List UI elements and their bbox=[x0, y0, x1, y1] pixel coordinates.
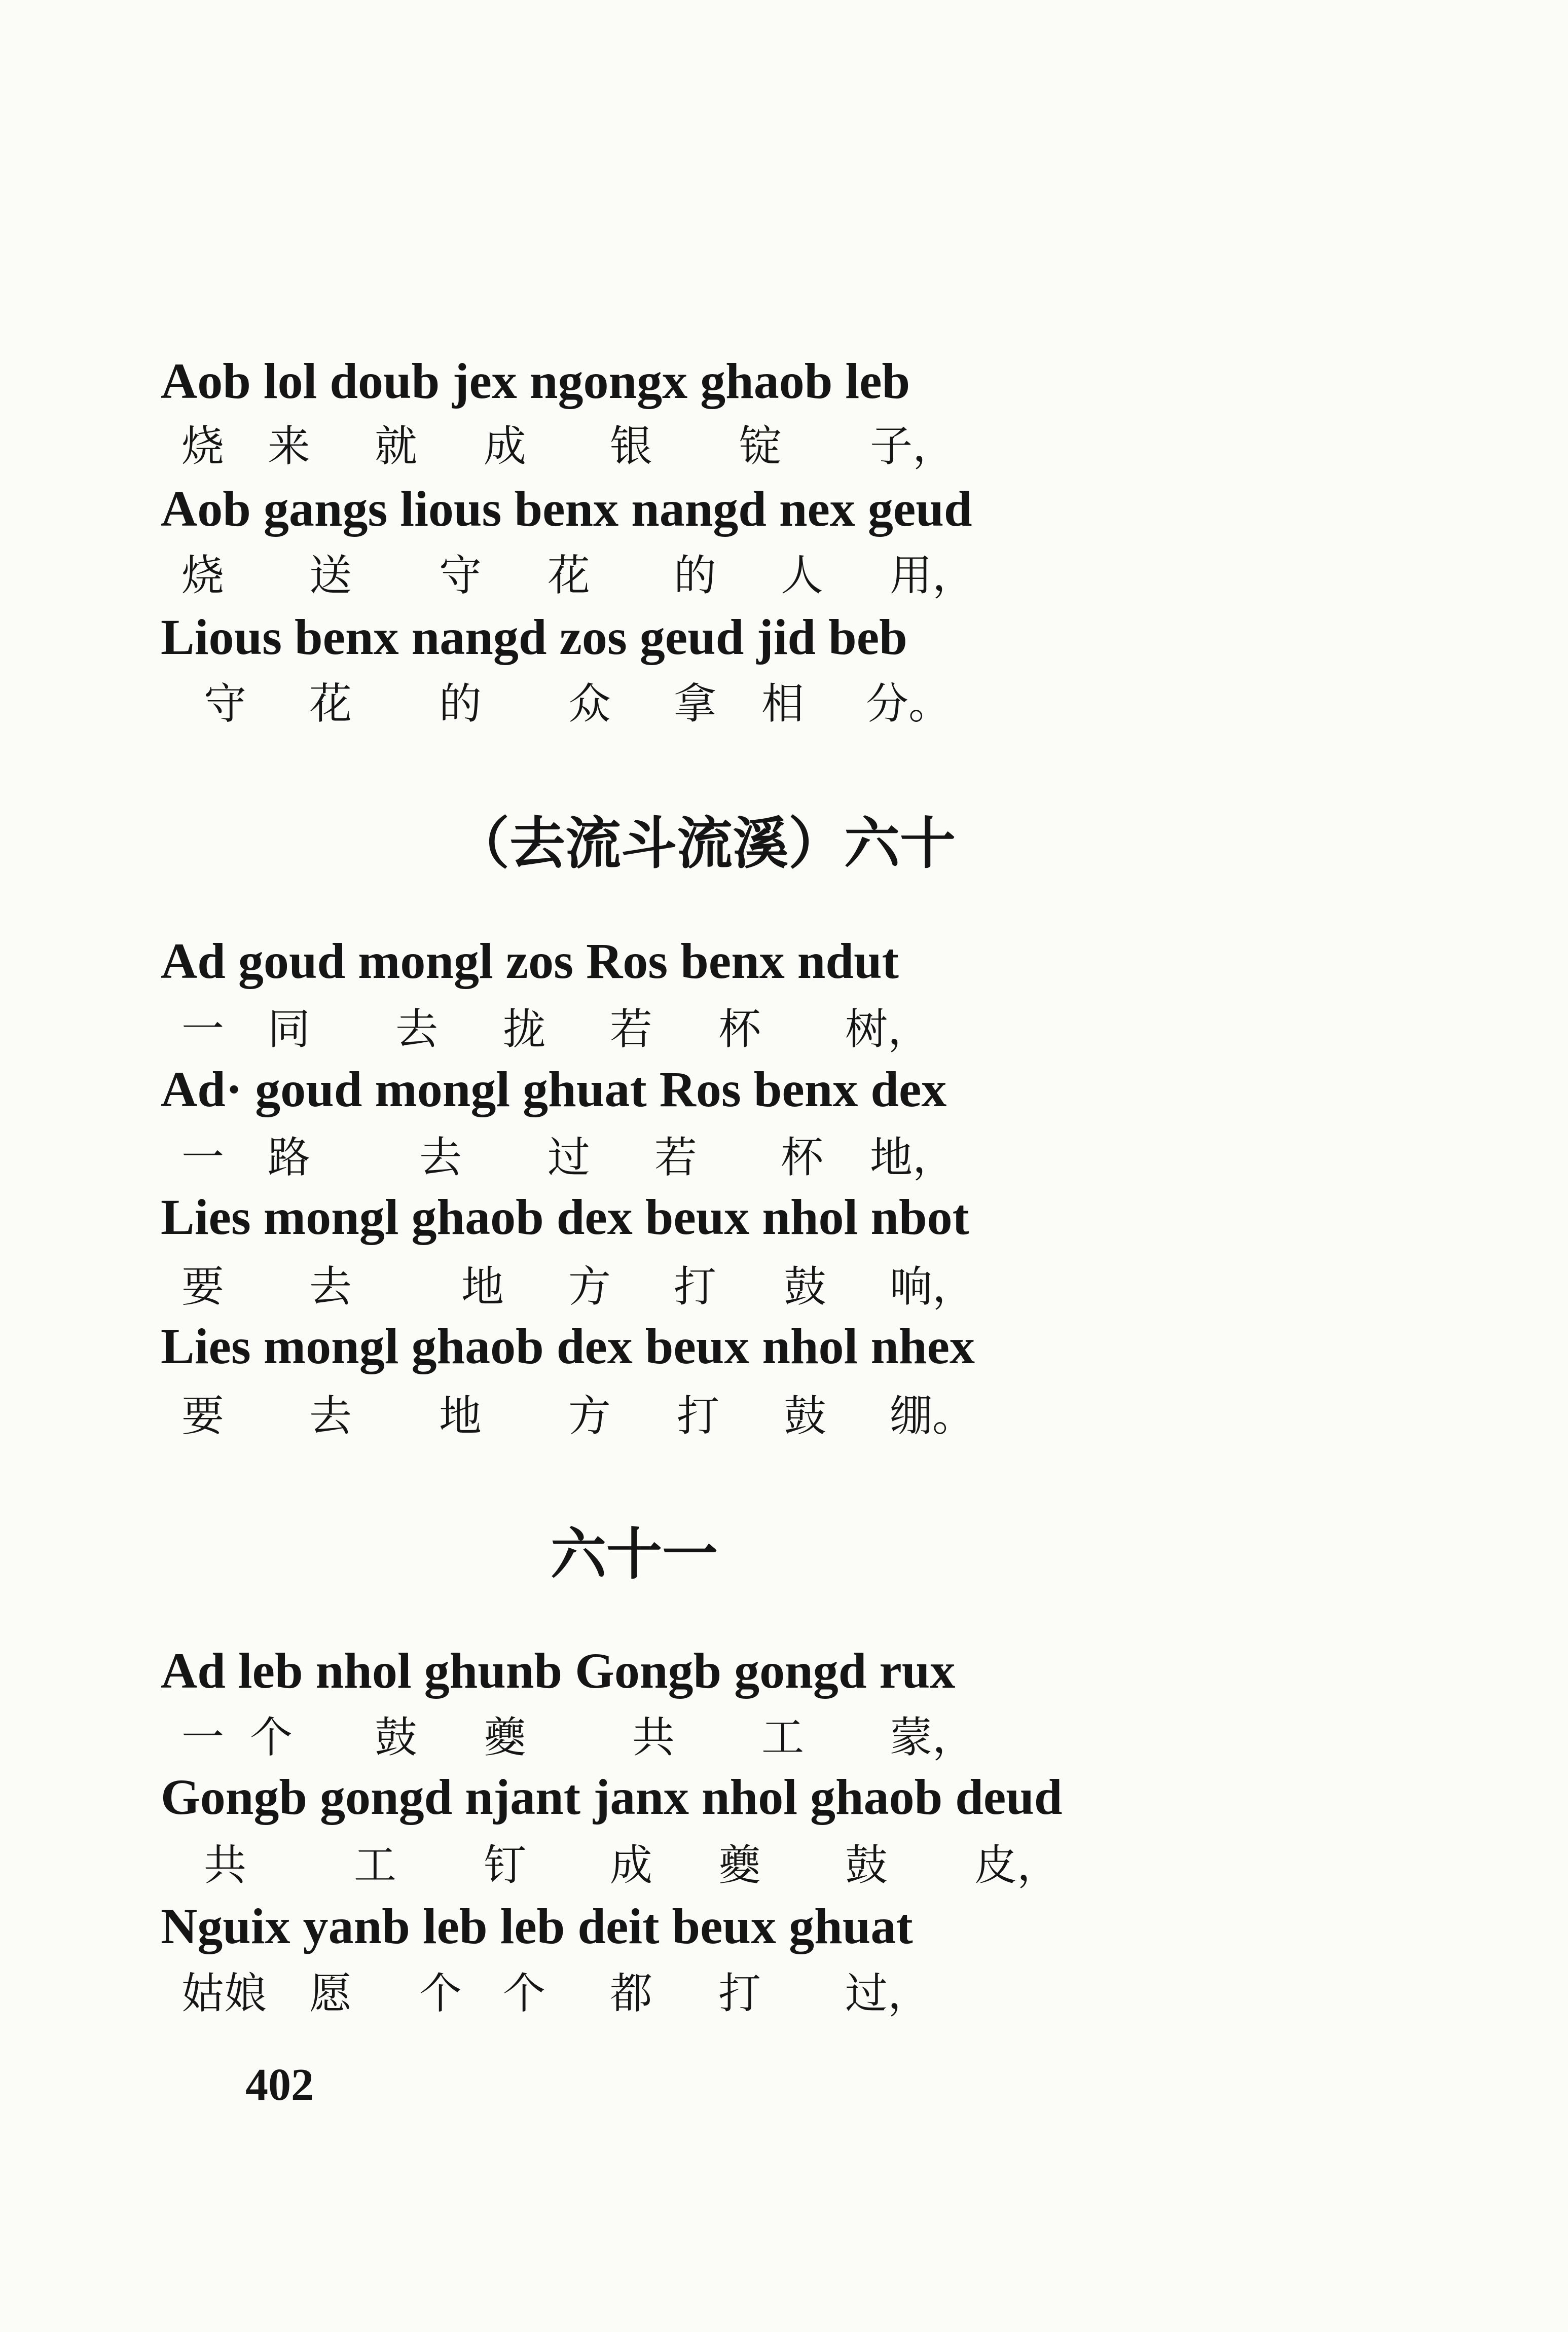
gloss-char: 用， bbox=[890, 551, 975, 600]
gloss-char: 一 bbox=[181, 1004, 225, 1054]
gloss-char: 的 bbox=[439, 679, 482, 728]
miao-verse-line: Nguix yanb leb leb deit beux ghuat bbox=[161, 1898, 913, 1954]
chinese-gloss-line bbox=[0, 551, 1568, 600]
miao-verse-line: Ad· goud mongl ghuat Ros benx dex bbox=[161, 1061, 947, 1117]
gloss-char: 打 bbox=[677, 1391, 720, 1441]
gloss-char: 地 bbox=[461, 1262, 504, 1311]
gloss-char: 去 bbox=[309, 1391, 352, 1441]
miao-verse-line: Lious benx nangd zos geud jid beb bbox=[161, 609, 907, 665]
miao-verse-line: Ad leb nhol ghunb Gongb gongd rux bbox=[161, 1643, 956, 1699]
gloss-char: 过 bbox=[548, 1133, 591, 1182]
chinese-gloss-line bbox=[0, 421, 1568, 471]
gloss-char: 来 bbox=[268, 421, 311, 471]
gloss-char: 烧 bbox=[181, 551, 225, 600]
miao-verse-line: Aob gangs lious benx nangd nex geud bbox=[161, 481, 972, 537]
gloss-char: 去 bbox=[309, 1262, 352, 1311]
section-heading: （去流斗流溪）六十 bbox=[454, 811, 956, 876]
miao-verse-line: Aob lol doub jex ngongx ghaob leb bbox=[161, 353, 910, 409]
gloss-char: 鼓 bbox=[375, 1712, 418, 1762]
gloss-char: 夔 bbox=[718, 1840, 761, 1890]
gloss-char: 杯 bbox=[718, 1004, 761, 1054]
gloss-char: 众 bbox=[568, 679, 611, 728]
gloss-char: 响， bbox=[890, 1262, 975, 1311]
gloss-char: 烧 bbox=[181, 421, 225, 471]
miao-verse-line: Ad goud mongl zos Ros benx ndut bbox=[161, 933, 899, 989]
chinese-gloss-line bbox=[0, 1969, 1568, 2018]
gloss-char: 工 bbox=[354, 1840, 397, 1890]
gloss-char: 若 bbox=[610, 1004, 653, 1054]
gloss-char: 锭 bbox=[739, 421, 782, 471]
gloss-char: 一 bbox=[181, 1133, 225, 1182]
gloss-char: 人 bbox=[781, 551, 824, 600]
gloss-char: 鼓 bbox=[784, 1391, 827, 1441]
gloss-char: 成 bbox=[484, 421, 527, 471]
gloss-char: 要 bbox=[181, 1262, 225, 1311]
gloss-char: 去 bbox=[395, 1004, 439, 1054]
gloss-char: 蒙， bbox=[890, 1712, 975, 1762]
gloss-char: 皮， bbox=[974, 1840, 1060, 1890]
gloss-char: 共 bbox=[204, 1840, 247, 1890]
gloss-char: 子， bbox=[870, 421, 956, 471]
gloss-char: 若 bbox=[654, 1133, 698, 1182]
gloss-char: 要 bbox=[181, 1391, 225, 1441]
chinese-gloss-line bbox=[0, 1004, 1568, 1054]
gloss-char: 个 bbox=[503, 1969, 546, 2018]
gloss-char: 守 bbox=[204, 679, 247, 728]
gloss-char: 同 bbox=[268, 1004, 311, 1054]
gloss-char: 花 bbox=[309, 679, 352, 728]
chinese-gloss-line bbox=[0, 1840, 1568, 1890]
gloss-char: 的 bbox=[674, 551, 717, 600]
gloss-char: 打 bbox=[718, 1969, 761, 2018]
gloss-char: 花 bbox=[548, 551, 591, 600]
gloss-char: 树， bbox=[845, 1004, 931, 1054]
gloss-char: 绷。 bbox=[890, 1391, 975, 1441]
chinese-gloss-line bbox=[0, 1133, 1568, 1182]
gloss-char: 鼓 bbox=[845, 1840, 888, 1890]
gloss-char: 送 bbox=[309, 551, 352, 600]
gloss-char: 姑娘 bbox=[181, 1969, 267, 2018]
section-heading: 六十一 bbox=[551, 1521, 718, 1587]
gloss-char: 去 bbox=[419, 1133, 462, 1182]
gloss-char: 钉 bbox=[484, 1840, 527, 1890]
gloss-char: 就 bbox=[375, 421, 418, 471]
gloss-char: 夔 bbox=[484, 1712, 527, 1762]
gloss-char: 地 bbox=[439, 1391, 482, 1441]
gloss-char: 一 bbox=[181, 1712, 225, 1762]
gloss-char: 分。 bbox=[866, 679, 952, 728]
gloss-char: 方 bbox=[568, 1262, 611, 1311]
gloss-char: 个 bbox=[250, 1712, 293, 1762]
gloss-char: 拿 bbox=[674, 679, 717, 728]
gloss-char: 共 bbox=[632, 1712, 675, 1762]
gloss-char: 愿 bbox=[309, 1969, 352, 2018]
page-number: 402 bbox=[245, 2060, 314, 2110]
gloss-char: 地， bbox=[870, 1133, 956, 1182]
gloss-char: 方 bbox=[568, 1391, 611, 1441]
miao-verse-line: Lies mongl ghaob dex beux nhol nbot bbox=[161, 1189, 969, 1245]
chinese-gloss-line bbox=[0, 1391, 1568, 1441]
miao-verse-line: Gongb gongd njant janx nhol ghaob deud bbox=[161, 1769, 1063, 1825]
gloss-char: 鼓 bbox=[784, 1262, 827, 1311]
gloss-char: 路 bbox=[268, 1133, 311, 1182]
gloss-char: 个 bbox=[419, 1969, 462, 2018]
gloss-char: 成 bbox=[610, 1840, 653, 1890]
chinese-gloss-line bbox=[0, 1712, 1568, 1762]
gloss-char: 拢 bbox=[503, 1004, 546, 1054]
gloss-char: 相 bbox=[761, 679, 805, 728]
gloss-char: 杯 bbox=[781, 1133, 824, 1182]
chinese-gloss-line bbox=[0, 679, 1568, 728]
miao-verse-line: Lies mongl ghaob dex beux nhol nhex bbox=[161, 1318, 975, 1374]
chinese-gloss-line bbox=[0, 1262, 1568, 1311]
gloss-char: 工 bbox=[761, 1712, 805, 1762]
gloss-char: 过， bbox=[845, 1969, 931, 2018]
gloss-char: 守 bbox=[439, 551, 482, 600]
gloss-char: 打 bbox=[674, 1262, 717, 1311]
gloss-char: 都 bbox=[610, 1969, 653, 2018]
gloss-char: 银 bbox=[610, 421, 653, 471]
